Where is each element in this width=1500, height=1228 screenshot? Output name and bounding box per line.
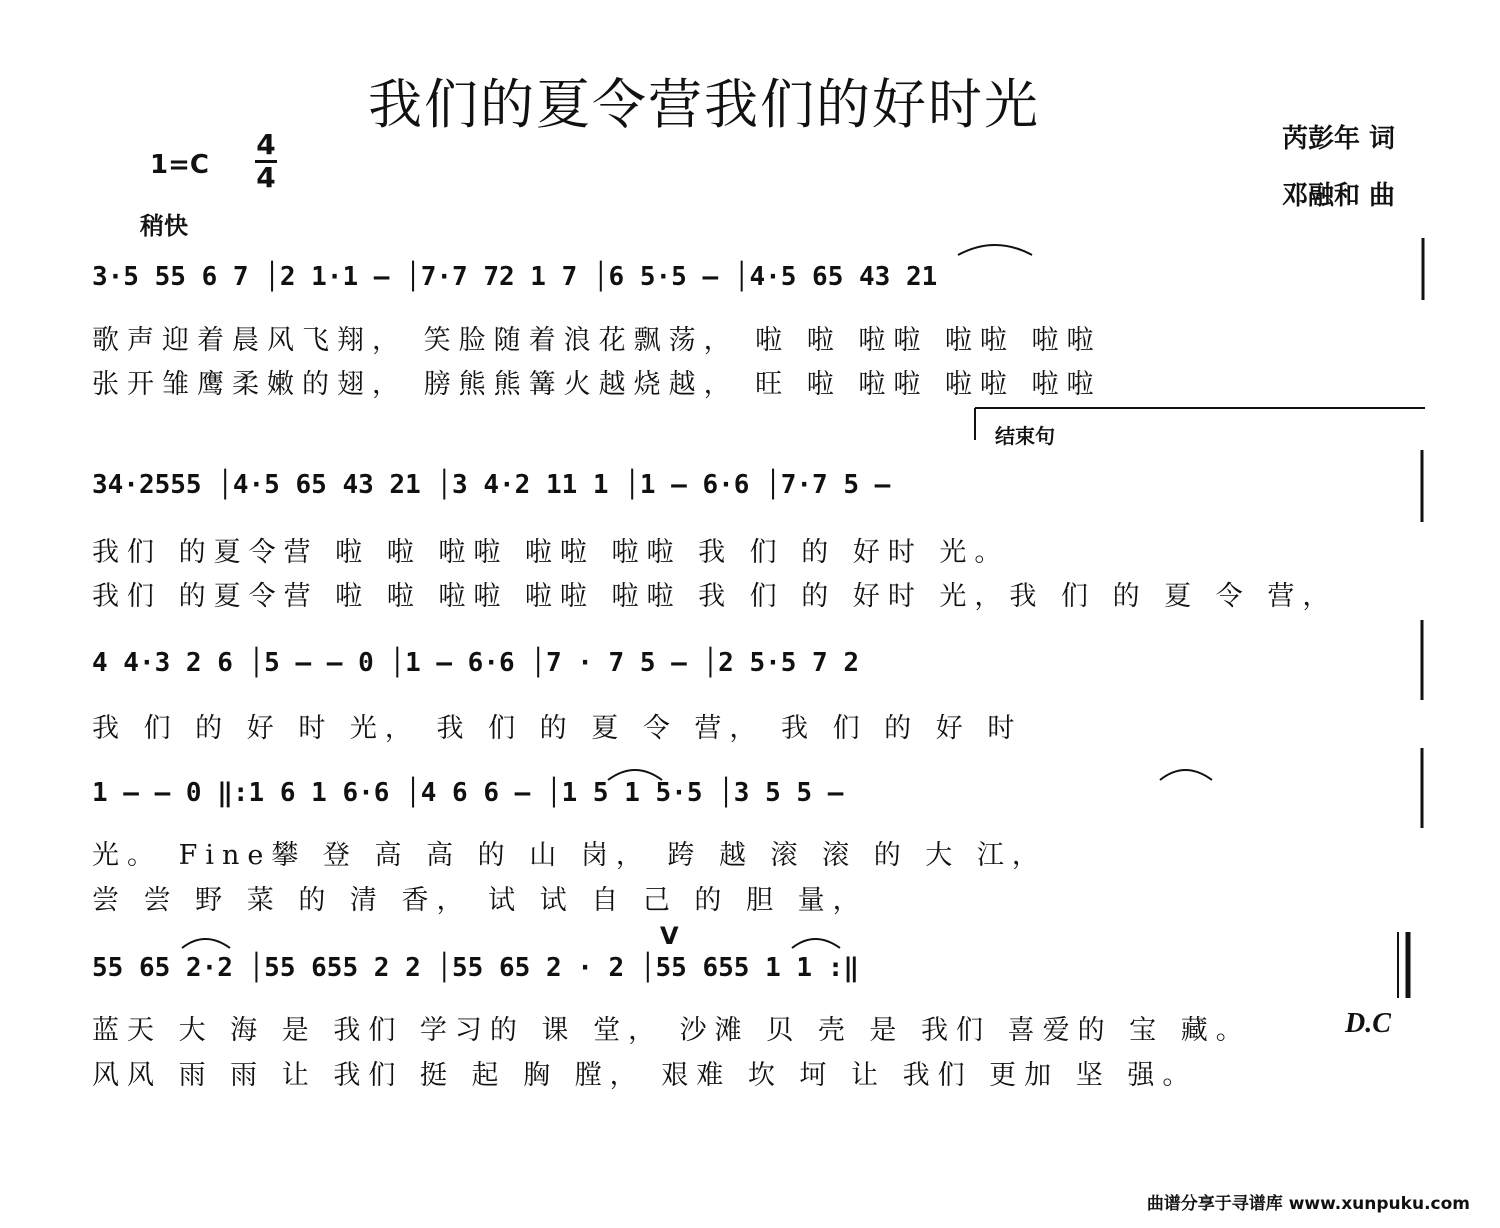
notation-row-5: 55 65 2·2 │55 655 2 2 │55 65 2 · 2 │55 655 1 1 :‖ [92,953,860,983]
slur-row-4-b [1160,770,1212,780]
time-signature-bottom: 4 [256,161,276,194]
slur-row-5-a [182,939,230,948]
breath-mark: V [660,922,679,950]
time-signature-top: 4 [256,128,276,161]
da-capo-marking: D.C [1345,1008,1391,1039]
key-signature: 1=C [150,150,209,180]
notation-row-4: 1 — — 0 ‖:1 6 1 6·6 │4 6 6 — │1 5 1 5·5 │3 5 5 — [92,778,844,808]
lyric-row-4-verse-2: 尝 尝 野 菜 的 清 香， 试 试 自 己 的 胆 量， [92,885,868,916]
notation-row-1: 3·5 55 6 7 │2 1·1 — │7·7 72 1 7 │6 5·5 — │4·5 65 43 21 [92,262,938,292]
notation-row-2: 34·2555 │4·5 65 43 21 │3 4·2 11 1 │1 — 6·6 │7·7 5 — [92,470,891,500]
song-title: 我们的夏令营我们的好时光 [368,73,1040,136]
slur-row-1 [958,245,1032,255]
notation-row-3: 4 4·3 2 6 │5 — — 0 │1 — 6·6 │7 · 7 5 — │2 5·5 7 2 [92,648,860,678]
lyric-row-3-verse-1: 我 们 的 好 时 光， 我 们 的 夏 令 营， 我 们 的 好 时 [92,713,1023,744]
slur-row-4-a [608,770,662,780]
lyricist-credit: 芮彭年 词 [1282,124,1396,154]
footer-source: 曲谱分享于寻谱库 www.xunpuku.com [1146,1194,1470,1214]
lyric-row-4-verse-1: 光。 Fine攀 登 高 高 的 山 岗， 跨 越 滚 滚 的 大 江， [92,840,1047,871]
lyric-row-1-verse-2: 张开雏鹰柔嫩的翅， 膀熊熊篝火越烧越， 旺 啦 啦啦 啦啦 啦啦 [92,369,1102,400]
lyric-row-5-verse-2: 风风 雨 雨 让 我们 挺 起 胸 膛， 艰难 坎 坷 让 我们 更加 坚 强。 [92,1060,1198,1091]
lyric-row-1-verse-1: 歌声迎着晨风飞翔， 笑脸随着浪花飘荡， 啦 啦 啦啦 啦啦 啦啦 [92,325,1102,356]
lyric-row-2-verse-2: 我们 的夏令营 啦 啦 啦啦 啦啦 啦啦 我 们 的 好时 光，我 们 的 夏 令 营， [92,581,1338,612]
lyric-row-2-verse-1: 我们 的夏令营 啦 啦 啦啦 啦啦 啦啦 我 们 的 好时 光。 [92,537,1010,568]
lyric-row-5-verse-1: 蓝天 大 海 是 我们 学习的 课 堂， 沙滩 贝 壳 是 我们 喜爱的 宝 藏。 [92,1015,1251,1046]
slur-row-5-b [792,939,840,948]
tempo-marking: 稍快 [140,212,188,240]
composer-credit: 邓融和 曲 [1282,181,1396,211]
ending-section-label: 结束句 [995,424,1055,448]
